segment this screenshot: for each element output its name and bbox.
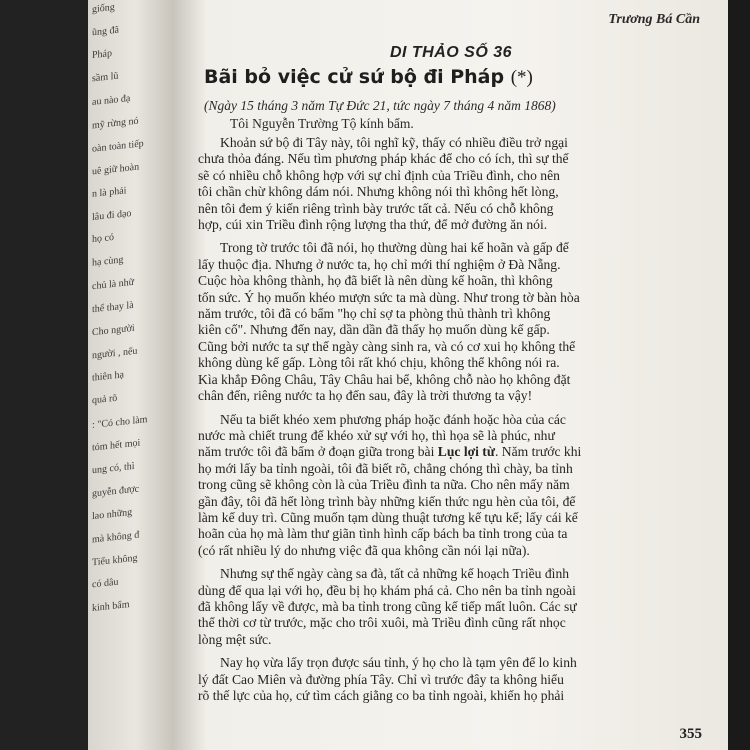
left-page-fragment: guyễn được: [92, 483, 140, 500]
text-line: kiên cố". Nhưng đến nay, dần dần đã thấy họ muốn dùng kế gấp.: [198, 322, 550, 338]
text-line: nước mà chiết trung để khéo xử sự với họ, thì họa sẽ là phúc, như: [198, 427, 555, 443]
text-line: Nhưng sự thế ngày càng sa đà, tất cả những kế hoạch Triều đình: [220, 566, 570, 582]
page-number: 355: [679, 726, 702, 742]
text-line: năm trước, tôi đã có bẩm "họ chỉ sợ ta phòng thủ thành trì không: [198, 306, 551, 322]
text-line: tôi chần chừ không dám nói. Nhưng không nói thì không hết lòng,: [198, 184, 559, 200]
paragraph: [198, 135, 698, 233]
left-page-fragment: sầm lũ: [92, 70, 119, 85]
text-line: chưa thỏa đáng. Nếu tìm phương pháp khác để cho có ích, thì sự thế: [198, 151, 569, 167]
left-page-fragment: thể thay là: [92, 299, 134, 316]
text-line: thể thời cơ từ trước, mặc cho trôi xuôi, mà Triều đình cũng rất nhọc: [198, 615, 566, 631]
left-page-fragment: kinh bẩm: [92, 599, 130, 614]
left-page-fragment: tóm hết mọi: [92, 437, 141, 454]
left-page-fragment: Pháp: [92, 47, 112, 62]
left-page-fragment: giống: [92, 1, 115, 16]
text-line: Kìa khắp Đông Châu, Tây Châu hai bể, không chỗ nào họ không đặt: [198, 371, 571, 387]
text-line: Cũng bởi nước ta sự thế ngày càng sinh ra, và có cơ xui họ không thể: [198, 338, 576, 354]
left-page-fragment: Cho người: [92, 322, 135, 339]
left-page-fragment: lâu đi dạo: [92, 207, 132, 224]
left-page-fragment: thiên hạ: [92, 369, 124, 384]
text-line: Nay họ vừa lấy trọn được sáu tỉnh, ý họ cho là tạm yên để lo kinh: [220, 655, 577, 671]
left-page-fragment: uê giữ hoàn: [92, 161, 140, 178]
text-line: đã không lấy về được, mà ba tỉnh trong cũng kế tiếp mất luôn. Các sự: [198, 598, 577, 614]
text-line: tốn sức. Ý họ muốn khéo mượn sức ta mà dùng. Như trong tờ bàn hòa: [198, 289, 580, 305]
text-line: trong cũng sẽ không còn là của Triều đình ta nữa. Cho nên mấy năm: [198, 477, 570, 493]
document-title: [204, 66, 533, 89]
text-line: họ mới lấy ba tỉnh ngoài, tôi đã biết rõ, chẳng chóng thì chày, ba tỉnh: [198, 460, 573, 476]
background-right: [728, 0, 750, 750]
text-line: nên tôi đem ý kiến riêng trình bày trước tất cả. Nếu có chỗ không: [198, 200, 554, 216]
left-page-fragment: ung có, thì: [92, 460, 135, 477]
left-page-fragment: có dâu: [92, 576, 119, 591]
text-line: lòng mệt sức.: [198, 631, 272, 647]
text-line: dùng để qua lại với họ, đều bị họ khám phá cả. Cho nên ba tỉnh ngoài: [198, 582, 576, 598]
text-line: Cuộc hòa không thành, họ đã biết là nên dùng kế hoãn, thì không: [198, 273, 553, 289]
paragraph: [198, 240, 698, 404]
left-page-fragment: mà không đ: [92, 529, 140, 546]
left-page-fragment: lao những: [92, 506, 133, 523]
text-line: rõ thế lực của họ, cứ tìm cách giằng co ba tỉnh ngoài, khiến họ phải: [198, 688, 565, 703]
document-title-text: Bãi bỏ việc cử sứ bộ đi Pháp: [204, 66, 505, 88]
text-line: chân đến, riêng nước ta họ đến sau, đây là trời thương ta vậy!: [198, 388, 533, 404]
background-left: [0, 0, 90, 750]
text-line: không dùng kế gấp. Lòng tôi rất khó chịu, không thể không nói ra.: [198, 355, 560, 371]
left-page-fragment: : "Có cho làm: [92, 414, 148, 431]
section-title: DI THẢO SỐ 36: [389, 44, 513, 61]
text-line: Trong tờ trước tôi đã nói, họ thường dùng hai kế hoãn và gấp để: [220, 240, 569, 256]
paragraph: [198, 412, 698, 560]
book-page: [174, 0, 728, 750]
left-page-fragment: mỹ rừng nó: [92, 115, 139, 132]
salutation: Tôi Nguyễn Trường Tộ kính bẩm.: [230, 116, 414, 131]
footnote-marker: (*): [510, 67, 533, 88]
left-page-fragment: Tiểu không: [92, 552, 138, 569]
left-page-fragment: hạ cùng: [92, 254, 124, 269]
left-page-fragment: oàn toàn tiếp: [92, 138, 144, 155]
text-line: sẽ có nhiều chỗ không hợp với sự chỉ định của Triều đình, cho nên: [198, 167, 560, 183]
text-line: hoãn của họ mà làm thư giãn tình hình cấp bách ba tỉnh trong của ta: [198, 526, 568, 542]
text-line: Khoản sứ bộ đi Tây này, tôi nghĩ kỹ, thấy có nhiều điều trở ngại: [220, 135, 568, 150]
text-line: (có rất nhiều lý do nhưng việc đã qua không cần nói lại nữa).: [198, 542, 530, 558]
text-line: hợp, cúi xin Triều đình rộng lượng tha thứ, để mở đường ăn nói.: [198, 217, 548, 233]
left-page-fragment: quả rõ: [92, 392, 118, 407]
left-page-fragment: họ có: [92, 231, 114, 246]
text-line: làm kế duy trì. Cũng muốn tạm dùng thuật tương kế tựu kế; lấy cái kế: [198, 509, 578, 525]
paragraph: [198, 566, 698, 648]
bold-phrase: Lục lợi từ: [437, 444, 495, 460]
text-line: lấy thuộc địa. Nhưng ở nước ta, họ chỉ mới thí nghiệm ở Đà Nẵng.: [198, 256, 561, 272]
left-page-fragment: người , nếu: [92, 345, 138, 362]
body-text: [198, 135, 698, 711]
running-head: Trương Bá Cần: [608, 12, 700, 27]
left-page-fragment: n là phải: [92, 185, 127, 200]
text-line: năm trước tôi đã bẩm ở đoạn giữa trong bài Lục lợi từ. Năm trước khi: [198, 444, 582, 460]
text-line: gần đây, tôi đã hết lòng trình bày những kiến thức ngu hèn của tôi, để: [198, 493, 576, 509]
text-line: Nếu ta biết khéo xem phương pháp hoặc đánh hoặc hòa của các: [220, 411, 566, 427]
left-facing-page: [88, 0, 176, 750]
left-page-fragment: ũng đã: [92, 24, 119, 39]
date-line: (Ngày 15 tháng 3 năm Tự Đức 21, tức ngày 7 tháng 4 năm 1868): [204, 98, 556, 113]
paragraph: [198, 655, 698, 704]
text-line: lý đất Cao Miên và đường phía Tây. Chỉ vì trước đây ta không hiểu: [198, 671, 564, 687]
left-page-fragment: au nào đạ: [92, 92, 131, 109]
left-page-fragment: chủ là nhữ: [92, 276, 135, 293]
